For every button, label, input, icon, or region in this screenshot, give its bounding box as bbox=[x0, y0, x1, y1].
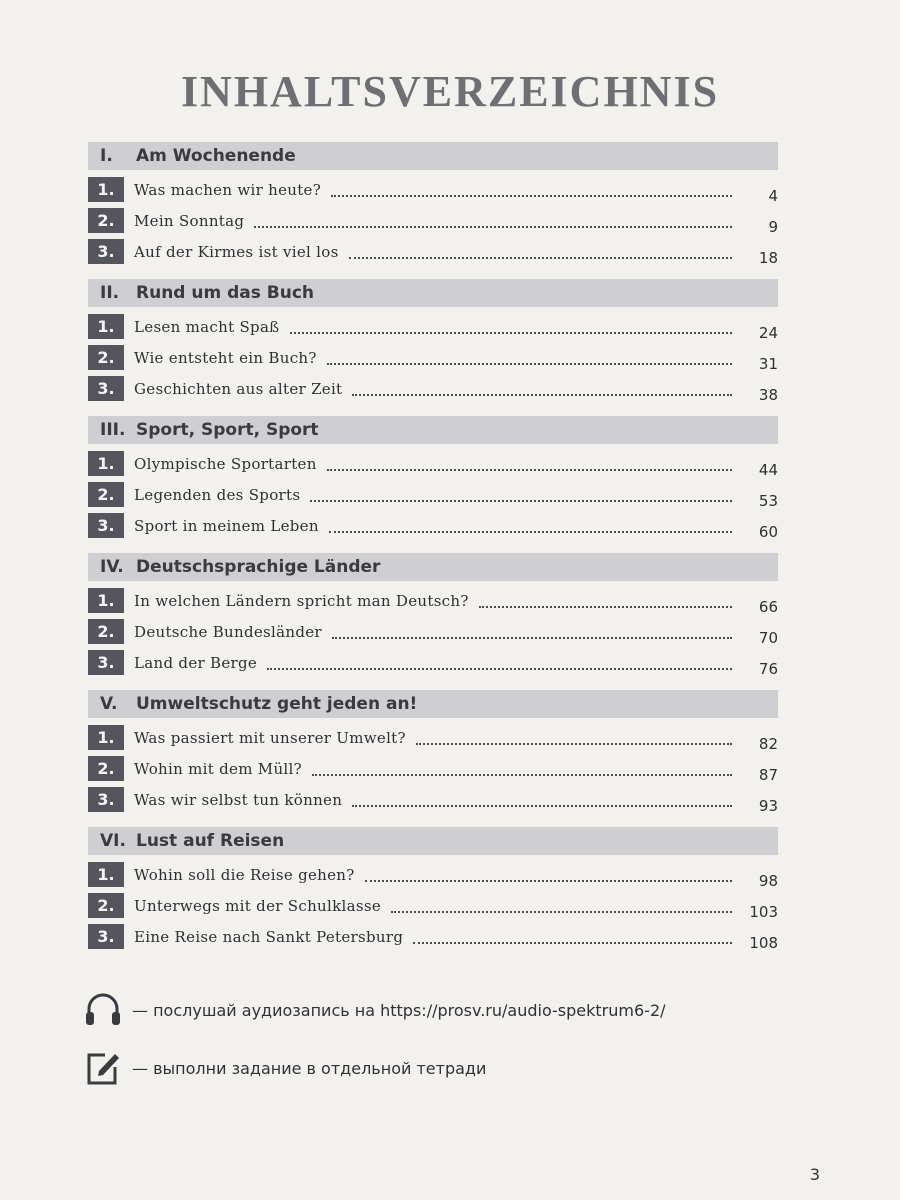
lesson-number-badge: 3. bbox=[88, 787, 124, 812]
legend-text-notebook: — выполни задание в отдельной тетради bbox=[132, 1058, 487, 1078]
lesson-page-number: 103 bbox=[749, 902, 778, 921]
chapter bbox=[88, 827, 778, 952]
dot-leader bbox=[327, 469, 732, 471]
lesson-row bbox=[88, 510, 778, 541]
lesson-page-number: 53 bbox=[758, 491, 778, 510]
chapter-number: V. bbox=[100, 694, 118, 714]
dot-leader bbox=[413, 942, 732, 944]
lesson-page-number: 24 bbox=[758, 323, 778, 342]
lesson-page-number: 76 bbox=[758, 659, 778, 678]
lesson-number-badge: 2. bbox=[88, 208, 124, 233]
lesson-number-badge: 1. bbox=[88, 314, 124, 339]
lesson-title: Land der Berge bbox=[134, 653, 258, 672]
lesson-row bbox=[88, 205, 778, 236]
lesson-row bbox=[88, 373, 778, 404]
lesson-row bbox=[88, 753, 778, 784]
chapter bbox=[88, 416, 778, 541]
dot-leader bbox=[331, 195, 732, 197]
lesson-title: Unterwegs mit der Schulklasse bbox=[134, 896, 381, 915]
dot-leader bbox=[312, 774, 732, 776]
lesson-row bbox=[88, 859, 778, 890]
lesson-row bbox=[88, 174, 778, 205]
dot-leader bbox=[479, 606, 732, 608]
lesson-page-number: 38 bbox=[758, 385, 778, 404]
dot-leader bbox=[365, 880, 732, 882]
lesson-row bbox=[88, 890, 778, 921]
lesson-row bbox=[88, 722, 778, 753]
chapter-header bbox=[88, 827, 778, 855]
lesson-title: Sport in meinem Leben bbox=[134, 516, 319, 535]
lesson-title: Wohin soll die Reise gehen? bbox=[134, 865, 355, 884]
lesson-page-number: 4 bbox=[768, 186, 778, 205]
table-of-contents bbox=[88, 142, 778, 964]
lesson-row bbox=[88, 479, 778, 510]
chapter-title: Lust auf Reisen bbox=[136, 831, 285, 851]
lesson-page-number: 82 bbox=[758, 734, 778, 753]
dot-leader bbox=[254, 226, 732, 228]
lesson-title: Was machen wir heute? bbox=[134, 180, 322, 199]
lesson-number-badge: 2. bbox=[88, 482, 124, 507]
chapter bbox=[88, 279, 778, 404]
lesson-number-badge: 2. bbox=[88, 619, 124, 644]
lesson-number-badge: 1. bbox=[88, 177, 124, 202]
chapter-number: VI. bbox=[100, 831, 126, 851]
page-title: INHALTSVERZEICHNIS bbox=[180, 67, 720, 116]
chapter bbox=[88, 553, 778, 678]
dot-leader bbox=[290, 332, 732, 334]
chapter-header bbox=[88, 142, 778, 170]
lesson-title: Auf der Kirmes ist viel los bbox=[134, 242, 339, 261]
lesson-number-badge: 2. bbox=[88, 756, 124, 781]
chapter bbox=[88, 142, 778, 267]
lesson-row bbox=[88, 616, 778, 647]
dot-leader bbox=[349, 257, 732, 259]
lesson-page-number: 18 bbox=[758, 248, 778, 267]
chapter-header bbox=[88, 416, 778, 444]
chapter-header bbox=[88, 279, 778, 307]
lesson-title: Lesen macht Spaß bbox=[134, 317, 280, 336]
headphones-icon bbox=[82, 990, 124, 1030]
lesson-page-number: 98 bbox=[758, 871, 778, 890]
lesson-page-number: 87 bbox=[758, 765, 778, 784]
lesson-title: Was passiert mit unserer Umwelt? bbox=[134, 728, 406, 747]
chapter-title: Am Wochenende bbox=[136, 146, 296, 166]
lesson-page-number: 108 bbox=[749, 933, 778, 952]
chapter-header bbox=[88, 553, 778, 581]
lesson-number-badge: 3. bbox=[88, 924, 124, 949]
dot-leader bbox=[352, 805, 732, 807]
dot-leader bbox=[310, 500, 732, 502]
dot-leader bbox=[267, 668, 732, 670]
lesson-row bbox=[88, 647, 778, 678]
lesson-title: Mein Sonntag bbox=[134, 211, 245, 230]
lesson-page-number: 70 bbox=[758, 628, 778, 647]
pencil-notebook-icon bbox=[82, 1048, 124, 1088]
dot-leader bbox=[416, 743, 732, 745]
legend bbox=[82, 990, 782, 1106]
lesson-title: Eine Reise nach Sankt Petersburg bbox=[134, 927, 404, 946]
chapter-header bbox=[88, 690, 778, 718]
lesson-title: Olympische Sportarten bbox=[134, 454, 317, 473]
chapter-title: Sport, Sport, Sport bbox=[136, 420, 319, 440]
lesson-number-badge: 1. bbox=[88, 725, 124, 750]
lesson-page-number: 9 bbox=[768, 217, 778, 236]
lesson-number-badge: 3. bbox=[88, 650, 124, 675]
lesson-number-badge: 3. bbox=[88, 376, 124, 401]
lesson-number-badge: 1. bbox=[88, 451, 124, 476]
dot-leader bbox=[352, 394, 732, 396]
chapter-title: Umweltschutz geht jeden an! bbox=[136, 694, 418, 714]
lesson-page-number: 66 bbox=[758, 597, 778, 616]
lesson-page-number: 60 bbox=[758, 522, 778, 541]
chapter-title: Rund um das Buch bbox=[136, 283, 315, 303]
lesson-page-number: 31 bbox=[758, 354, 778, 373]
chapter-number: I. bbox=[100, 146, 113, 166]
lesson-page-number: 44 bbox=[758, 460, 778, 479]
lesson-title: Geschichten aus alter Zeit bbox=[134, 379, 343, 398]
chapter-number: IV. bbox=[100, 557, 124, 577]
lesson-row bbox=[88, 236, 778, 267]
lesson-number-badge: 1. bbox=[88, 588, 124, 613]
lesson-row bbox=[88, 921, 778, 952]
lesson-title: Wie entsteht ein Buch? bbox=[134, 348, 317, 367]
lesson-number-badge: 3. bbox=[88, 239, 124, 264]
lesson-page-number: 93 bbox=[758, 796, 778, 815]
legend-row-audio bbox=[82, 990, 782, 1030]
lesson-title: Was wir selbst tun können bbox=[134, 790, 343, 809]
dot-leader bbox=[391, 911, 732, 913]
chapter-number: II. bbox=[100, 283, 120, 303]
dot-leader bbox=[329, 531, 732, 533]
legend-row-notebook bbox=[82, 1048, 782, 1088]
lesson-number-badge: 2. bbox=[88, 893, 124, 918]
lesson-row bbox=[88, 448, 778, 479]
legend-text-audio: — послушай аудиозапись на https://prosv.ru/audio-spektrum6-2/ bbox=[132, 1000, 666, 1020]
lesson-number-badge: 3. bbox=[88, 513, 124, 538]
lesson-title: Wohin mit dem Müll? bbox=[134, 759, 302, 778]
chapter bbox=[88, 690, 778, 815]
lesson-row bbox=[88, 311, 778, 342]
chapter-title: Deutschsprachige Länder bbox=[136, 557, 381, 577]
page-number: 3 bbox=[809, 1165, 820, 1184]
lesson-row bbox=[88, 585, 778, 616]
lesson-number-badge: 1. bbox=[88, 862, 124, 887]
lesson-number-badge: 2. bbox=[88, 345, 124, 370]
lesson-title: In welchen Ländern spricht man Deutsch? bbox=[134, 591, 469, 610]
lesson-row bbox=[88, 784, 778, 815]
lesson-title: Deutsche Bundesländer bbox=[134, 622, 322, 641]
lesson-title: Legenden des Sports bbox=[134, 485, 301, 504]
chapter-number: III. bbox=[100, 420, 126, 440]
dot-leader bbox=[332, 637, 732, 639]
lesson-row bbox=[88, 342, 778, 373]
dot-leader bbox=[327, 363, 732, 365]
